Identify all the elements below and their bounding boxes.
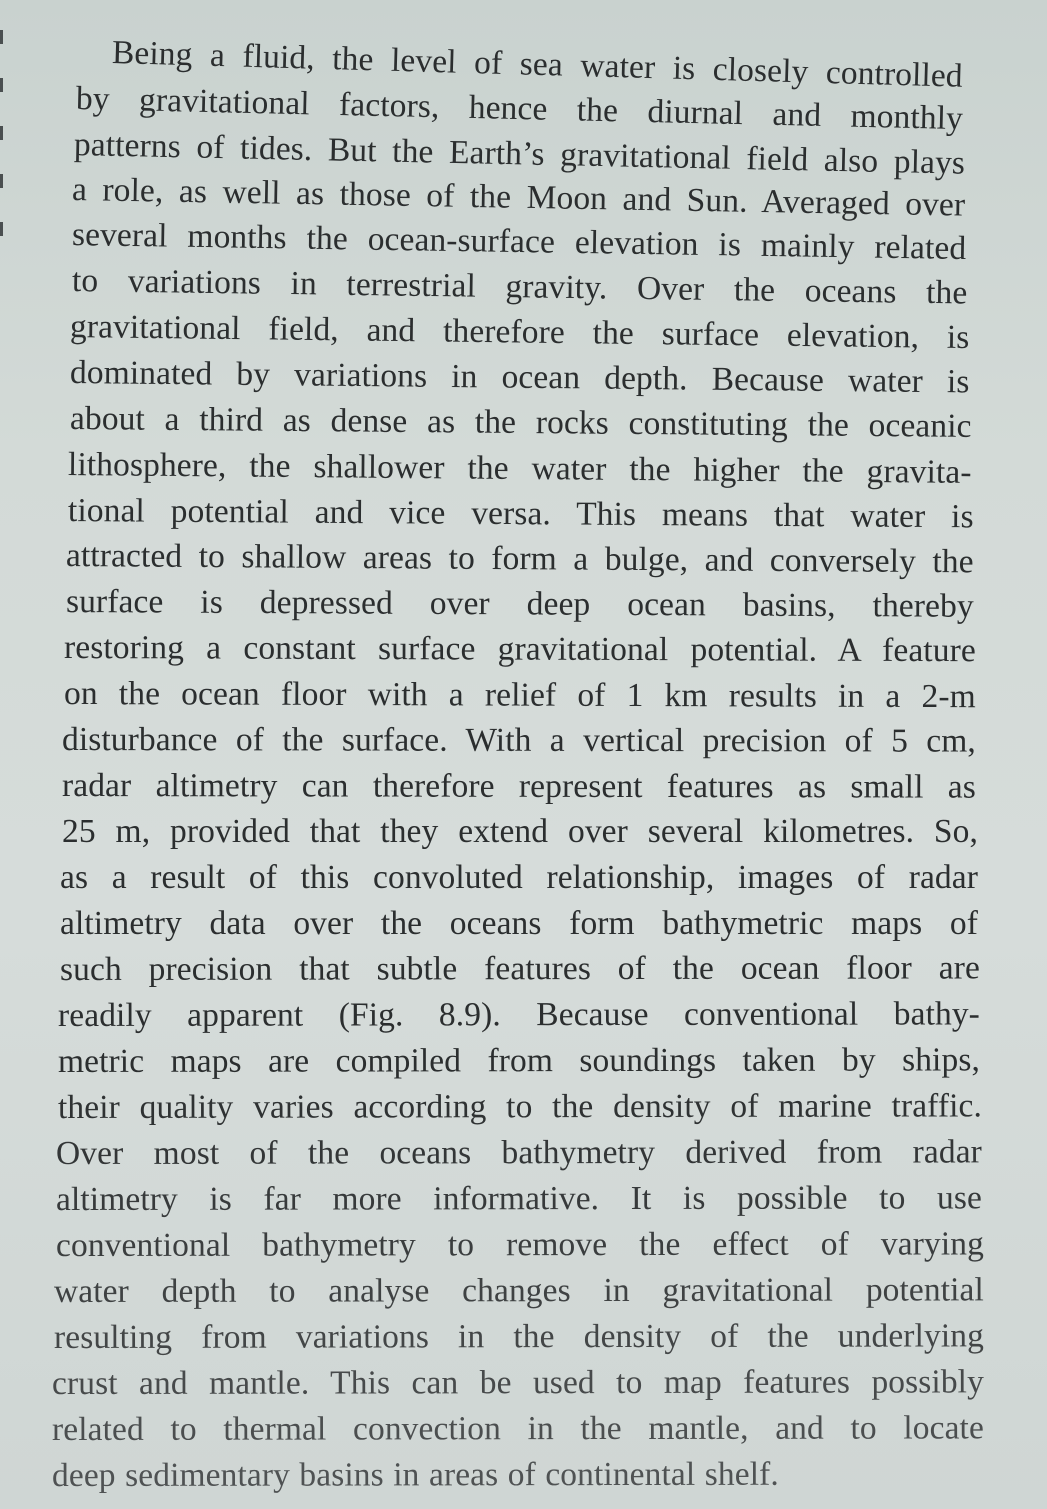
text-line <box>0 579 1047 630</box>
line-text: about a third as dense as the rocks constituting the oceanic <box>69 400 972 445</box>
line-text: attracted to shallow areas to form a bulge, and conversely the <box>65 537 974 581</box>
line-text: to variations in terrestrial gravity. Over the oceans the <box>71 262 968 312</box>
line-text: 25 m, provided that they extend over several kilometres. So, <box>62 813 978 850</box>
line-text: disturbance of the surface. With a vertical precision of 5 cm, <box>61 721 976 760</box>
text-line <box>0 1129 1047 1177</box>
text-line <box>0 1267 1047 1315</box>
text-line <box>0 717 1047 765</box>
line-text: water depth to analyse changes in gravitational potential <box>53 1271 984 1310</box>
line-text: conventional bathymetry to remove the effect of varying <box>55 1225 984 1264</box>
text-line <box>0 1451 1047 1499</box>
text-line <box>0 1083 1047 1131</box>
line-text: a role, as well as those of the Moon and Sun. Averaged over <box>71 171 966 224</box>
text-line <box>0 901 1047 947</box>
text-line <box>0 533 1047 586</box>
line-text: Over most of the oceans bathymetry derived from radar <box>55 1133 982 1172</box>
text-line <box>0 625 1047 675</box>
line-text: dominated by variations in ocean depth. Because water is <box>69 354 970 401</box>
line-text: restoring a constant surface gravitational potential. A feature <box>63 629 976 670</box>
line-text: surface is depressed over deep ocean basins, thereby <box>65 583 974 625</box>
line-text: related to thermal convection in the mantle, and to locate <box>51 1409 984 1448</box>
text-line <box>0 1405 1047 1453</box>
line-text: such precision that subtle features of the ocean floor are <box>59 949 980 988</box>
line-text: on the ocean floor with a relief of 1 km results in a 2-m <box>63 675 976 716</box>
line-text: deep sedimentary basins in areas of continental shelf. <box>51 1455 779 1494</box>
line-text: readily apparent (Fig. 8.9). Because conventional bathy- <box>57 995 980 1034</box>
line-text: lithosphere, the shallower the water the higher the gravita- <box>67 446 972 491</box>
line-text: several months the ocean-surface elevation is mainly related <box>71 216 967 268</box>
line-text: as a result of this convoluted relationship, images of radar <box>60 859 978 896</box>
text-line <box>0 1359 1047 1407</box>
text-line <box>0 1221 1047 1269</box>
text-line <box>0 1037 1047 1085</box>
text-line <box>0 671 1047 721</box>
line-text: altimetry data over the oceans form bathymetric maps of <box>60 905 978 942</box>
text-line <box>0 945 1047 993</box>
text-line <box>0 1175 1047 1223</box>
text-line <box>0 991 1047 1039</box>
line-text: gravitational field, and therefore the surface elevation, is <box>69 308 970 356</box>
line-text: patterns of tides. But the Earth’s gravitational field also plays <box>73 126 966 182</box>
text-line <box>0 809 1047 855</box>
line-text: radar altimetry can therefore represent features as small as <box>61 767 976 806</box>
line-text: crust and mantle. This can be used to map features possibly <box>51 1363 984 1402</box>
line-text: altimetry is far more informative. It is possible to use <box>55 1179 982 1218</box>
line-text: Being a fluid, the level of sea water is closely controlled <box>111 34 964 95</box>
text-line <box>0 763 1047 811</box>
line-text: metric maps are compiled from soundings taken by ships, <box>57 1041 980 1080</box>
line-text: resulting from variations in the density of the underlying <box>53 1317 984 1356</box>
text-line <box>0 855 1047 901</box>
line-text: tional potential and vice versa. This means that water is <box>67 492 974 536</box>
line-text: their quality varies according to the density of marine traffic. <box>57 1087 982 1126</box>
line-text: by gravitational factors, hence the diurnal and monthly <box>75 80 964 138</box>
text-line <box>0 1313 1047 1361</box>
